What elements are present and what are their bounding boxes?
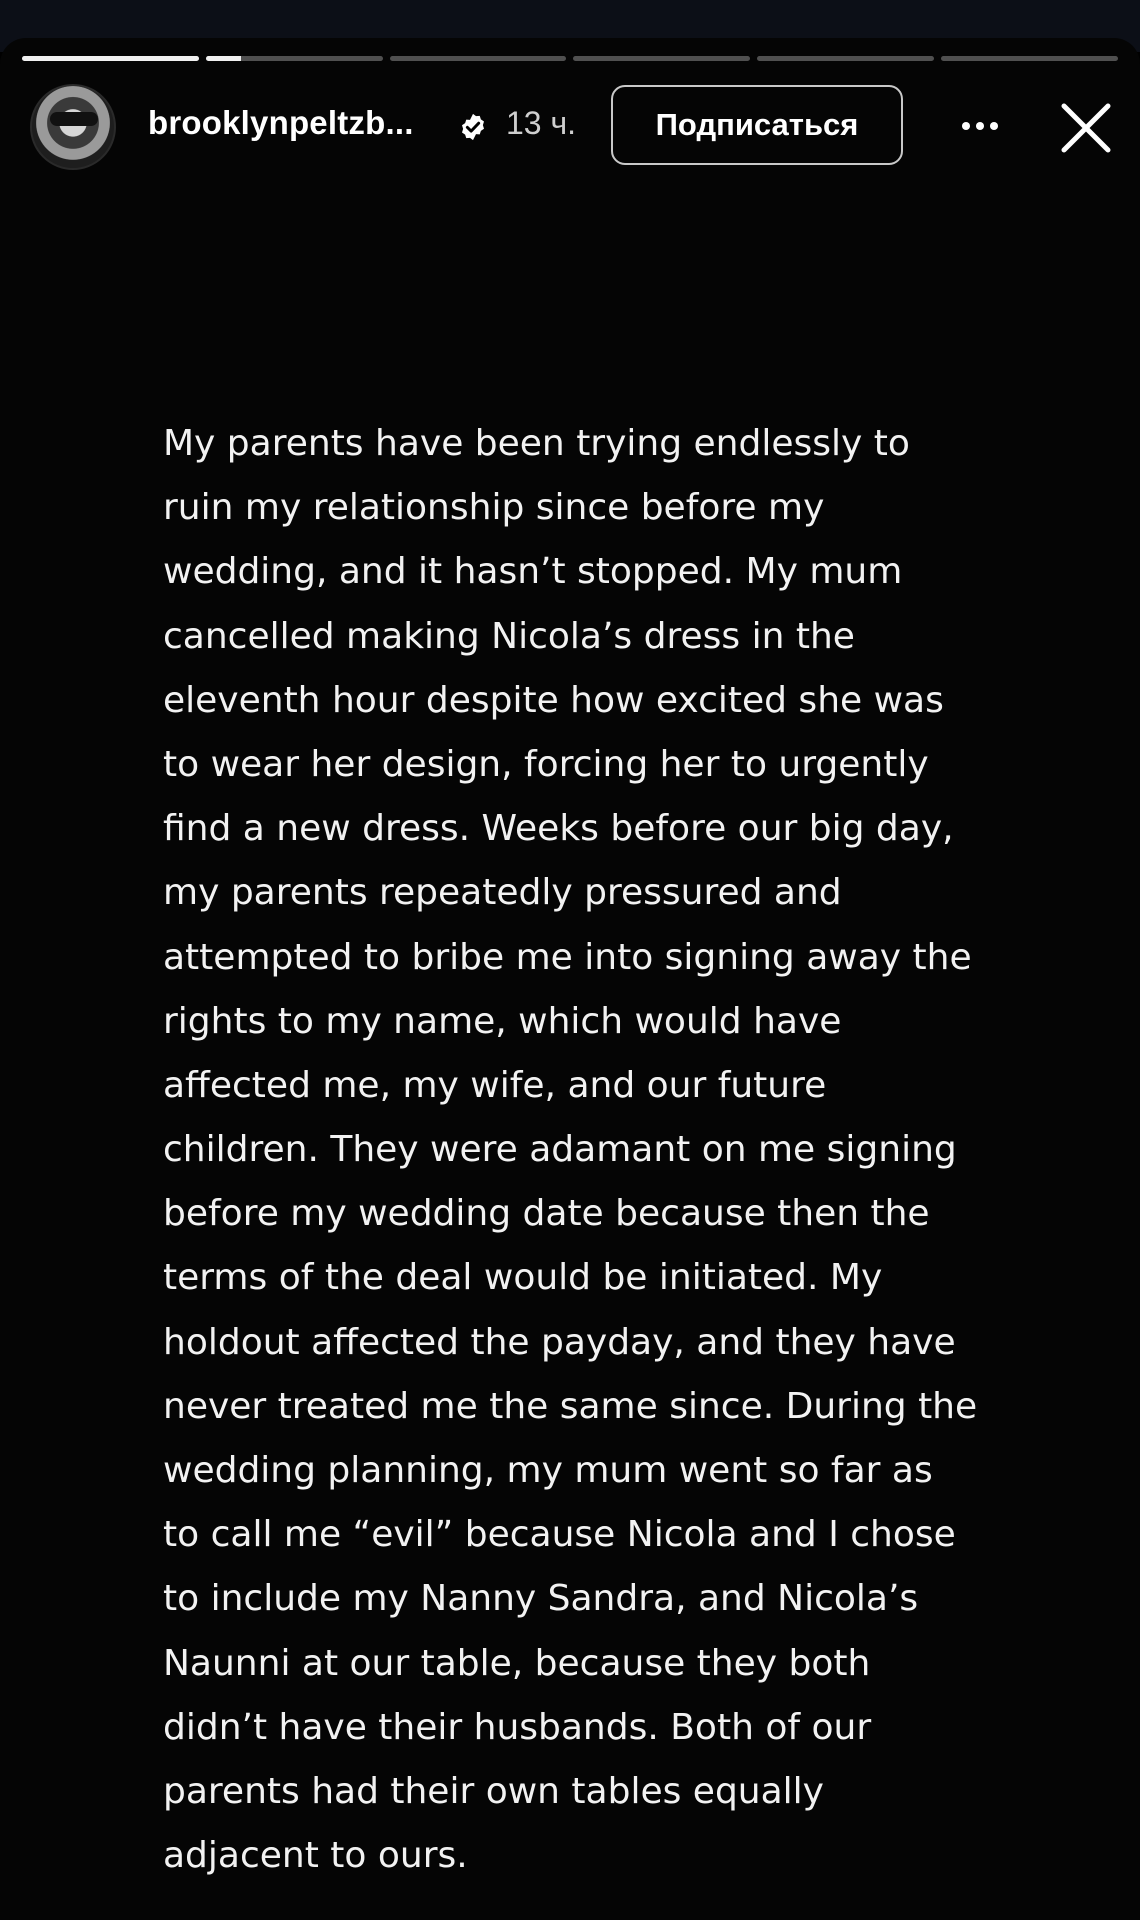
story-text-line: wedding, and it hasn’t stopped. My mum <box>163 551 903 593</box>
story-text-line: affected me, my wife, and our future <box>163 1064 827 1106</box>
story-text-line: ruin my relationship since before my <box>163 487 825 529</box>
progress-segment-fill <box>22 56 199 61</box>
story-text-line: attempted to bribe me into signing away the <box>163 936 972 978</box>
story-text-line: holdout affected the payday, and they have <box>163 1321 956 1363</box>
story-timestamp: 13 ч. <box>506 105 577 141</box>
story-text-line: to call me “evil” because Nicola and I chose <box>163 1514 956 1556</box>
progress-segment <box>390 56 567 61</box>
avatar[interactable] <box>30 84 116 170</box>
story-text-line: Naunni at our table, because they both <box>163 1642 871 1684</box>
story-text-line: rights to my name, which would have <box>163 1000 842 1042</box>
progress-segment <box>757 56 934 61</box>
story-text-line: eleventh hour despite how excited she was <box>163 679 944 721</box>
story-text-line: children. They were adamant on me signing <box>163 1129 957 1171</box>
story-text-line: parents had their own tables equally <box>163 1770 824 1812</box>
story-text-line: cancelled making Nicola’s dress in the <box>163 615 855 657</box>
story-text-line: never treated me the same since. During the <box>163 1385 978 1427</box>
story-text <box>163 412 1043 1888</box>
progress-segment-fill <box>206 56 241 61</box>
follow-button[interactable]: Подписаться <box>611 85 903 165</box>
more-horizontal-icon[interactable] <box>955 106 1005 146</box>
close-icon[interactable] <box>1058 100 1114 156</box>
story-text-line: terms of the deal would be initiated. My <box>163 1257 883 1299</box>
story-text-line: find a new dress. Weeks before our big day, <box>163 808 954 850</box>
story-text-line: adjacent to ours. <box>163 1835 468 1877</box>
story-text-line: My parents have been trying endlessly to <box>163 423 910 464</box>
story-text-line: didn’t have their husbands. Both of our <box>163 1706 872 1748</box>
story-text-line: to include my Nanny Sandra, and Nicola’s <box>163 1578 919 1620</box>
story-text-line: to wear her design, forcing her to urgently <box>163 743 929 785</box>
progress-segment <box>941 56 1118 61</box>
username[interactable]: brooklynpeltzb... <box>148 104 414 141</box>
story-text-line: my parents repeatedly pressured and <box>163 872 842 914</box>
progress-segment <box>22 56 199 61</box>
story-header <box>0 82 1140 172</box>
progress-segment <box>573 56 750 61</box>
story-text-line: before my wedding date because then the <box>163 1193 930 1235</box>
story-progress-bar <box>22 56 1118 62</box>
story-text-line: wedding planning, my mum went so far as <box>163 1450 933 1491</box>
progress-segment <box>206 56 383 61</box>
verified-badge-icon <box>458 112 488 142</box>
